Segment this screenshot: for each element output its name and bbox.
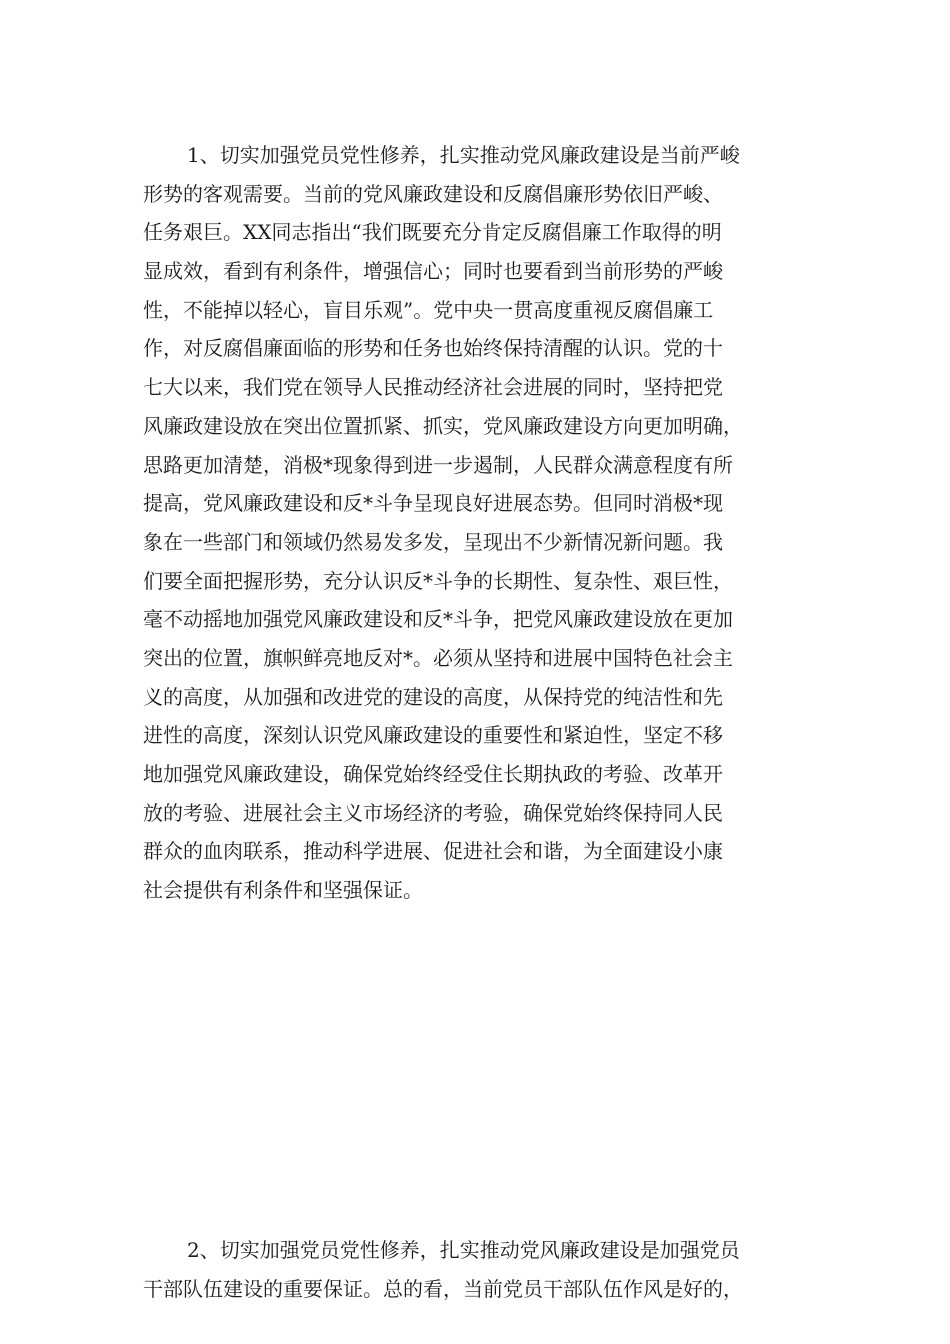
paragraph-line: 干部队伍建设的重要保证。总的看，当前党员干部队伍作风是好的， — [143, 1276, 743, 1301]
paragraph-line: 地加强党风廉政建设，确保党始终经受住长期执政的考验、改革开 — [143, 762, 723, 786]
paragraph-line: 群众的血肉联系，推动科学进展、促进社会和谐，为全面建设小康 — [143, 839, 723, 864]
paragraph-line: 七大以来，我们党在领导人民推动经济社会进展的同时，坚持把党 — [143, 375, 723, 400]
paragraph-line: 进性的高度，深刻认识党风廉政建设的重要性和紧迫性，坚定不移 — [143, 723, 723, 748]
paragraph-line: 显成效，看到有利条件，增强信心；同时也要看到当前形势的严峻 — [143, 259, 723, 284]
paragraph-line: 义的高度，从加强和改进党的建设的高度，从保持党的纯洁性和先 — [143, 684, 723, 709]
paragraph-line: 思路更加清楚，消极*现象得到进一步遏制，人民群众满意程度有所 — [143, 452, 733, 477]
paragraph-line: 象在一些部门和领域仍然易发多发，呈现出不少新情况新问题。我 — [143, 529, 723, 554]
paragraph-line: 任务艰巨。XX同志指出“我们既要充分肯定反腐倡廉工作取得的明 — [143, 220, 722, 245]
paragraph-line: 形势的客观需要。当前的党风廉政建设和反腐倡廉形势依旧严峻、 — [143, 181, 723, 206]
paragraph-line: 风廉政建设放在突出位置抓紧、抓实，党风廉政建设方向更加明确， — [143, 413, 743, 438]
paragraph-line: 提高，党风廉政建设和反*斗争呈现良好进展态势。但同时消极*现 — [143, 491, 723, 516]
paragraph-line: 作，对反腐倡廉面临的形势和任务也始终保持清醒的认识。党的十 — [143, 336, 723, 361]
paragraph-line: 们要全面把握形势，充分认识反*斗争的长期性、复杂性、艰巨性， — [143, 568, 733, 593]
paragraph-line: 社会提供有利条件和坚强保证。 — [143, 878, 423, 903]
paragraph-line: 性，不能掉以轻心，盲目乐观”。党中央一贯高度重视反腐倡廉工 — [143, 297, 714, 322]
paragraph-1 — [143, 136, 823, 910]
paragraph-line: 2、切实加强党员党性修养，扎实推动党风廉政建设是加强党员 — [187, 1238, 740, 1262]
paragraph-line: 放的考验、进展社会主义市场经济的考验，确保党始终保持同人民 — [143, 800, 723, 825]
paragraph-2 — [143, 1231, 823, 1308]
paragraph-line: 1、切实加强党员党性修养，扎实推动党风廉政建设是当前严峻 — [187, 143, 740, 167]
paragraph-line: 突出的位置，旗帜鲜亮地反对*。必须从坚持和进展中国特色社会主 — [143, 645, 733, 670]
paragraph-line: 毫不动摇地加强党风廉政建设和反*斗争，把党风廉政建设放在更加 — [143, 607, 733, 632]
